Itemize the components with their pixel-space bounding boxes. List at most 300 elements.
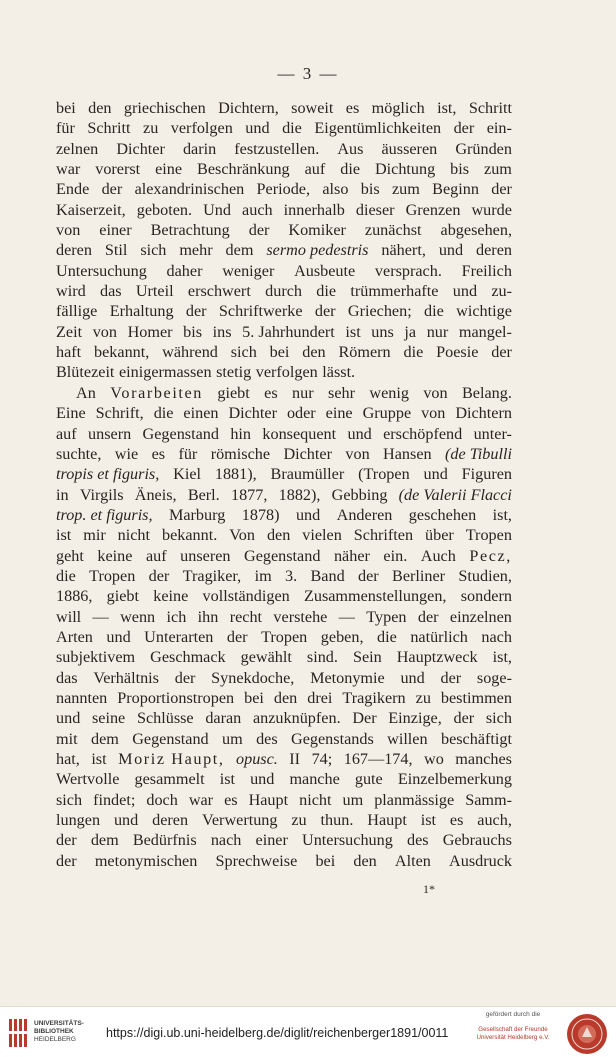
word: Gebrauchs <box>442 831 512 850</box>
word: auf <box>145 546 167 565</box>
word: Schritt <box>87 119 131 138</box>
word: mir <box>83 526 106 545</box>
word: willen <box>387 729 428 748</box>
word: Tropen <box>89 566 136 585</box>
text-line <box>56 647 512 667</box>
word: es <box>224 790 238 809</box>
word: Auch <box>420 546 456 565</box>
word: möglich <box>371 99 425 117</box>
word: verfolgen <box>255 363 318 382</box>
word: Gebbing <box>331 485 388 504</box>
word: die <box>56 566 76 585</box>
word: der <box>440 668 462 687</box>
word: es <box>449 811 464 830</box>
word: haft <box>56 343 82 362</box>
word: Synekdoche, <box>211 668 295 687</box>
word: den <box>302 343 326 362</box>
word: Gegenstands <box>291 729 374 748</box>
word: Hansen <box>383 444 432 463</box>
word: zum <box>484 160 512 179</box>
word: bei <box>244 688 264 707</box>
word: ist, <box>437 99 457 117</box>
word: der <box>314 302 336 321</box>
word: römische <box>210 444 271 463</box>
word: Verwertung <box>201 811 278 830</box>
text-line <box>56 607 512 627</box>
word: — <box>92 607 109 626</box>
text-line <box>56 179 512 199</box>
library-name-line-2: BIBLIOTHEK <box>34 1028 74 1035</box>
word: doch <box>146 790 178 809</box>
word: geschehen <box>408 505 477 524</box>
word: während <box>162 343 218 362</box>
word: 74; <box>311 750 333 768</box>
word: ein- <box>486 119 512 138</box>
library-name-line-3: HEIDELBERG <box>34 1036 76 1043</box>
word: Haupt <box>248 790 289 809</box>
word: Berliner <box>392 566 446 585</box>
word: fällige <box>56 302 98 321</box>
word: wenn <box>120 607 156 626</box>
word: von <box>92 322 117 341</box>
word: Blütezeit <box>56 363 115 382</box>
text-line <box>56 586 512 606</box>
word: Hauptzweck <box>396 648 478 667</box>
word: geboten. <box>136 200 193 219</box>
word: bis <box>183 322 203 341</box>
word: subjektivem <box>56 648 136 667</box>
word: Untersuchung <box>56 261 147 280</box>
word: geht <box>56 546 84 565</box>
word: bekannt. <box>161 526 218 545</box>
word: sehr <box>328 383 355 402</box>
word: soge- <box>476 668 512 687</box>
word: des <box>256 729 278 748</box>
word: Belang. <box>462 383 512 402</box>
word: um <box>342 790 364 809</box>
word: Freilich <box>461 261 512 280</box>
word: es <box>345 99 360 117</box>
text-line <box>56 362 512 382</box>
text-line <box>56 383 512 403</box>
word: Vorarbeiten <box>110 383 204 402</box>
word: manches <box>455 750 512 768</box>
word: Figuren <box>461 465 512 484</box>
word: ist <box>91 750 107 768</box>
word: die <box>316 282 337 301</box>
word: und <box>400 668 425 687</box>
word: Dichtern <box>455 404 512 423</box>
word: 1886, <box>56 587 93 606</box>
word: das <box>99 282 122 301</box>
word: und <box>113 811 139 830</box>
document-url-link[interactable]: https://digi.ub.uni-heidelberg.de/diglit/reichenberger1891/0011 <box>106 1026 449 1040</box>
word: es <box>151 444 166 463</box>
word: bis <box>360 180 380 199</box>
word: ich <box>166 607 187 626</box>
word: Periode, <box>256 180 311 199</box>
text-line <box>56 281 512 301</box>
word: stetig <box>216 363 252 382</box>
text-line <box>56 668 512 688</box>
word: (de Valerii Flacci <box>398 485 512 504</box>
word: bei <box>269 343 290 362</box>
word: Virgils <box>79 485 124 504</box>
text-line <box>56 627 512 647</box>
word: des <box>406 831 429 850</box>
word: eine <box>155 160 183 179</box>
word: auf <box>304 160 326 179</box>
word: innerhalb <box>283 200 345 219</box>
text-line <box>56 749 512 769</box>
word: deren <box>56 241 92 260</box>
word: war <box>188 790 214 809</box>
word: Aus <box>337 139 364 158</box>
word: Griechen; <box>347 302 412 321</box>
word: unter- <box>473 424 512 443</box>
word: der <box>248 221 270 240</box>
word: Sein <box>352 648 382 667</box>
word: der <box>174 668 196 687</box>
text-line <box>56 444 512 464</box>
word: Typen <box>366 607 407 626</box>
word: Tropen <box>465 526 512 545</box>
word: Urteil <box>135 282 174 301</box>
word: Tragikern <box>342 688 406 707</box>
word: für <box>178 444 198 463</box>
word: den <box>353 851 377 870</box>
word: griechischen <box>123 99 206 117</box>
word: Ende <box>56 180 90 199</box>
text-line <box>56 118 512 138</box>
text-line <box>56 139 512 159</box>
word: Berl. <box>187 485 220 504</box>
word: erschwert <box>187 282 251 301</box>
library-name <box>34 1020 84 1044</box>
word: Beschränkung <box>197 160 290 179</box>
word: wird <box>56 282 86 301</box>
word: Ausbeute <box>294 261 356 280</box>
word: festzustellen. <box>234 139 320 158</box>
word: thun. <box>320 811 354 830</box>
word: ins <box>212 322 232 341</box>
word: Dichter <box>116 139 165 158</box>
word: Erhaltung <box>109 302 174 321</box>
body-text <box>56 98 512 871</box>
word: Komiker <box>288 221 346 240</box>
word: Band <box>310 566 345 585</box>
word: Schriften <box>353 526 414 545</box>
word: giebt <box>217 383 250 402</box>
word: der <box>101 180 123 199</box>
word: Bedürfnis <box>132 831 197 850</box>
word: mangel- <box>458 322 512 341</box>
text-line <box>56 566 512 586</box>
word: darin <box>182 139 217 158</box>
word: Moriz Haupt, <box>118 750 225 768</box>
word: beschäftigt <box>440 729 512 748</box>
word: hin <box>230 424 252 443</box>
word: manche <box>289 770 340 789</box>
word: für <box>56 119 75 138</box>
word: ein. <box>383 546 408 565</box>
word: versprach. <box>374 261 442 280</box>
footer-bar <box>0 1006 616 1057</box>
word: und <box>423 465 448 484</box>
university-library-logo-icon <box>8 1017 28 1049</box>
word: wie <box>114 444 139 463</box>
word: ist <box>56 526 72 545</box>
word: von <box>56 221 81 240</box>
word: deren <box>476 241 512 260</box>
word: die <box>153 404 174 423</box>
text-line <box>56 790 512 810</box>
word: trümmerhafte <box>350 282 439 301</box>
word: auch <box>242 200 273 219</box>
word: Gegenstand <box>244 546 321 565</box>
word: ist, <box>492 505 512 524</box>
word: sich <box>56 790 83 809</box>
library-name-line-1: UNIVERSITÄTS- <box>34 1020 84 1027</box>
university-seal-icon <box>566 1013 608 1055</box>
word: der <box>358 566 379 585</box>
word: der <box>417 607 439 626</box>
word: 1877, <box>230 485 268 504</box>
word: bis <box>450 160 470 179</box>
word: wenig <box>369 383 409 402</box>
word: über <box>425 526 454 545</box>
word: uns <box>371 322 394 341</box>
text-line <box>56 525 512 545</box>
text-line <box>56 708 512 728</box>
text-line <box>56 98 512 118</box>
word: eine <box>325 404 353 423</box>
word: der <box>491 180 512 199</box>
word: auch, <box>477 811 512 830</box>
word: sondern <box>460 587 512 606</box>
word: der <box>226 627 248 646</box>
word: geben, <box>320 627 364 646</box>
word: Gegenstand <box>132 729 209 748</box>
word: Äneis, <box>134 485 177 504</box>
word: dem <box>90 729 119 748</box>
text-line <box>56 403 512 423</box>
word: verfolgen <box>170 119 233 138</box>
word: näher <box>333 546 370 565</box>
word: die <box>424 302 444 321</box>
word: nähert, <box>381 241 426 260</box>
word: Dichter <box>283 444 332 463</box>
word: Stil <box>104 241 128 260</box>
word: einigermassen <box>118 363 212 382</box>
word: Untersuchung <box>302 831 393 850</box>
word: ist <box>420 811 437 830</box>
word: Pecz, <box>469 546 512 565</box>
word: und <box>250 770 275 789</box>
word: Ausdruck <box>449 851 512 870</box>
word: Zeit <box>56 322 83 341</box>
word: der <box>185 302 207 321</box>
word: Geschmack <box>150 648 226 667</box>
word: wo <box>424 750 444 768</box>
word: Tragiker, <box>182 566 242 585</box>
text-line <box>56 769 512 789</box>
word: zu- <box>491 282 512 301</box>
word: zu <box>291 811 307 830</box>
word: also <box>322 180 349 199</box>
word: den <box>273 688 298 707</box>
word: Betrachtung <box>150 221 230 240</box>
word: und <box>347 424 372 443</box>
text-line <box>56 301 512 321</box>
word: mit <box>56 729 78 748</box>
word: zum <box>391 180 420 199</box>
word: metonymischen <box>94 851 198 870</box>
word: und <box>295 505 321 524</box>
word: ihn <box>197 607 219 626</box>
word: lungen <box>56 811 101 830</box>
word: der <box>56 851 77 870</box>
word: vorerst <box>95 160 141 179</box>
text-line <box>56 159 512 179</box>
word: bestimmen <box>440 688 512 707</box>
word: (Tropen <box>358 465 410 484</box>
text-line <box>56 546 512 566</box>
word: seine <box>91 709 126 728</box>
word: im <box>254 566 272 585</box>
word: vielen <box>302 526 342 545</box>
text-line <box>56 261 512 281</box>
word: Kaiserzeit, <box>56 200 126 219</box>
word: 3. <box>285 566 298 585</box>
word: wurde <box>471 200 512 219</box>
text-line <box>56 342 512 362</box>
word: Dichter <box>228 404 277 423</box>
word: Von <box>229 526 255 545</box>
word: von <box>421 404 446 423</box>
word: lässt. <box>322 363 356 382</box>
text-line <box>56 220 512 240</box>
word: Braumüller <box>270 465 345 484</box>
signature-mark: 1* <box>423 882 435 896</box>
word: der <box>56 831 77 850</box>
word: nur <box>426 322 449 341</box>
word: Poesie <box>436 343 479 362</box>
word: An <box>76 383 96 402</box>
word: verstehe <box>273 607 328 626</box>
word: Kiel <box>173 465 202 484</box>
word: giebt <box>106 587 140 606</box>
text-line <box>56 729 512 749</box>
word: dem <box>225 241 254 260</box>
word: abgesehen, <box>440 221 512 240</box>
word: 167—174, <box>343 750 413 768</box>
word: Marburg <box>168 505 226 524</box>
word: den <box>88 99 112 117</box>
word: drei <box>307 688 333 707</box>
word: natürlich <box>410 627 468 646</box>
word: von <box>345 444 370 463</box>
word: Römern <box>338 343 391 362</box>
word: Gruppe <box>362 404 412 423</box>
word: einer <box>99 221 132 240</box>
word: bei <box>56 99 76 117</box>
word: nicht <box>117 526 151 545</box>
word: zunächst <box>364 221 422 240</box>
word: hat, <box>56 750 80 768</box>
word: einer <box>255 831 288 850</box>
text-line <box>56 424 512 444</box>
word: war <box>56 160 81 179</box>
word: auf <box>56 424 77 443</box>
word: die <box>377 627 397 646</box>
word: opusc. <box>236 750 278 768</box>
word: (de Tibulli <box>444 444 512 463</box>
sponsor-org-line-2: Universität Heidelberg e.V. <box>476 1034 550 1041</box>
word: der <box>491 343 512 362</box>
word: findet; <box>93 790 136 809</box>
word: einen <box>183 404 219 423</box>
word: Metonymie <box>310 668 385 687</box>
text-line <box>56 505 512 525</box>
word: Arten <box>56 627 93 646</box>
word: ist <box>345 322 361 341</box>
word: Proportionstropen <box>117 688 235 707</box>
word: Schrift, <box>95 404 144 423</box>
sponsor-label: gefördert durch die <box>485 1011 541 1018</box>
word: Dichtung <box>374 160 436 179</box>
word: die <box>403 343 424 362</box>
word: ja <box>404 322 417 341</box>
word: der <box>148 566 170 585</box>
text-line <box>56 688 512 708</box>
word: Studien, <box>458 566 512 585</box>
word: alexandrinischen <box>134 180 245 199</box>
word: Verhältnis <box>93 668 159 687</box>
word: die <box>282 119 302 138</box>
word: recht <box>229 607 263 626</box>
word: Gegenstand <box>142 424 219 443</box>
text-line <box>56 322 512 342</box>
word: zu <box>415 688 431 707</box>
word: und <box>56 709 81 728</box>
word: Wertvolle <box>56 770 120 789</box>
word: Grenzen <box>405 200 461 219</box>
word: Beginn <box>432 180 479 199</box>
word: anzuknüpfen. <box>252 709 341 728</box>
word: soweit <box>291 99 334 117</box>
word: keine <box>97 546 133 565</box>
word: daher <box>166 261 203 280</box>
word: daran <box>205 709 242 728</box>
word: den <box>266 526 291 545</box>
text-line <box>56 485 512 505</box>
word: in <box>56 485 69 504</box>
page-number: — 3 — <box>277 64 339 83</box>
word: nannten <box>56 688 108 707</box>
word: der <box>453 119 475 138</box>
word: sermo pedestris <box>266 241 369 260</box>
word: ist, <box>492 648 512 667</box>
word: die <box>340 160 361 179</box>
word: Haupt <box>367 811 407 830</box>
word: nicht <box>299 790 332 809</box>
word: Eigentümlichkeiten <box>314 119 442 138</box>
word: sich <box>230 343 257 362</box>
word: deren <box>152 811 189 830</box>
text-line <box>56 851 512 871</box>
word: Tropen <box>261 627 308 646</box>
